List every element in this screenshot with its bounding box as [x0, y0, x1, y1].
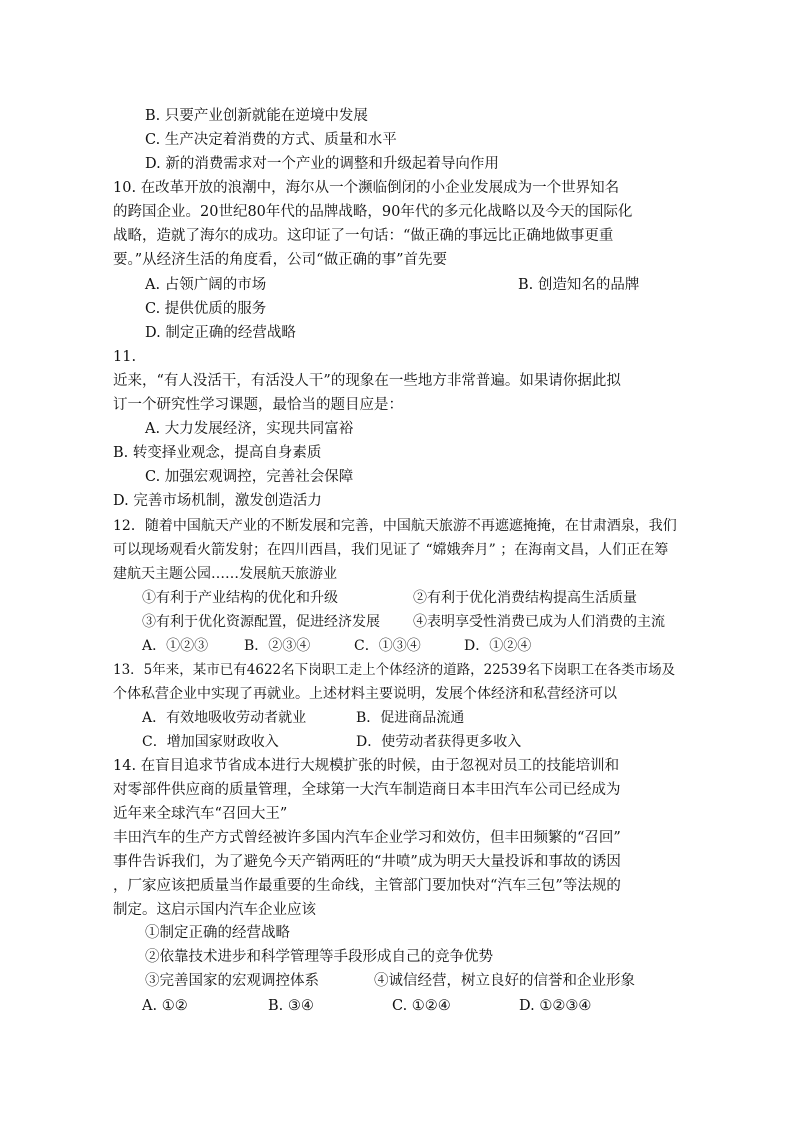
q13-option-d: D．使劳动者获得更多收入 — [356, 734, 522, 750]
q14-statement-1: ①制定正确的经营战略 — [145, 925, 290, 941]
q13-option-b: B．促进商品流通 — [356, 710, 465, 726]
q14-stem-line-4: 丰田汽车的生产方式曾经被许多国内汽车企业学习和效仿，但丰田频繁的“召回” — [113, 830, 621, 846]
q9-option-c: C. 生产决定着消费的方式、质量和水平 — [145, 132, 397, 148]
q11-stem-line-2: 订一个研究性学习课题，最恰当的题目应是： — [113, 397, 403, 413]
q14-statement-2: ②依靠技术进步和科学管理等手段形成自己的竞争优势 — [145, 949, 493, 965]
q12-option-d: D．①②④ — [464, 638, 532, 654]
q14-option-d: D. ①②③④ — [519, 998, 592, 1014]
q11-option-b: B. 转变择业观念，提高自身素质 — [113, 445, 322, 461]
q14-stem-line-3: 近年来全球汽车“召回大王” — [113, 806, 288, 822]
q12-statement-1: ①有利于产业结构的优化和升级 — [142, 590, 338, 606]
q12-stem-line-2: 可以现场观看火箭发射；在四川西昌，我们见证了 “嫦娥奔月” ；在海南文昌，人们正在筹 — [113, 542, 669, 558]
q10-option-a: A. 占领广阔的市场 — [145, 277, 267, 293]
q10-stem-line-3: 战略，造就了海尔的成功。这印证了一句话：“做正确的事远比正确地做事更重 — [113, 228, 614, 244]
q14-stem-line-6: ，厂家应该把质量当作最重要的生命线，主管部门要加快对“汽车三包”等法规的 — [113, 878, 621, 894]
q11-option-a: A. 大力发展经济，实现共同富裕 — [145, 421, 354, 437]
q11-stem-line-1: 近来，“有人没活干，有活没人干”的现象在一些地方非常普遍。如果请你据此拟 — [113, 373, 621, 389]
q10-option-b: B. 创造知名的品牌 — [518, 277, 640, 293]
q9-option-d: D. 新的消费需求对一个产业的调整和升级起着导向作用 — [145, 156, 499, 172]
q14-option-b: B. ③④ — [268, 998, 314, 1014]
q12-stem-line-3: 建航天主题公园……发展航天旅游业 — [113, 566, 337, 582]
q12-option-a: A．①②③ — [142, 638, 209, 654]
q12-statement-2: ②有利于优化消费结构提高生活质量 — [413, 590, 637, 606]
q13-stem-line-1: 13．5年来，某市已有4622名下岗职工走上个体经济的道路，22539名下岗职工在各类市场及 — [113, 662, 676, 678]
q14-stem-line-2: 对零部件供应商的质量管理，全球第一大汽车制造商日本丰田汽车公司已经成为 — [113, 782, 621, 798]
q10-stem-line-1: 10. 在改革开放的浪潮中，海尔从一个濒临倒闭的小企业发展成为一个世界知名 — [113, 180, 620, 196]
q12-statement-3: ③有利于优化资源配置，促进经济发展 — [142, 614, 380, 630]
q12-stem-line-1: 12．随着中国航天产业的不断发展和完善，中国航天旅游不再遮遮掩掩，在甘肃酒泉，我们 — [113, 518, 677, 534]
q10-stem-line-2: 的跨国企业。20世纪80年代的品牌战略，90年代的多元化战略以及今天的国际化 — [113, 204, 633, 220]
q12-option-b: B．②③④ — [244, 638, 311, 654]
q13-option-a: A．有效地吸收劳动者就业 — [142, 710, 307, 726]
q14-stem-line-1: 14. 在盲目追求节省成本进行大规模扩张的时候，由于忽视对员工的技能培训和 — [113, 758, 620, 774]
q14-stem-line-7: 制定。这启示国内汽车企业应该 — [113, 902, 316, 918]
q11-number: 11. — [113, 349, 137, 365]
q10-stem-line-4: 要。”从经济生活的角度看，公司“做正确的事”首先要 — [113, 252, 447, 268]
q11-option-d: D. 完善市场机制，激发创造活力 — [113, 493, 322, 509]
q14-statement-4: ④诚信经营，树立良好的信誉和企业形象 — [374, 973, 635, 989]
q14-statement-3: ③完善国家的宏观调控体系 — [145, 973, 319, 989]
q14-option-c: C. ①②④ — [392, 998, 451, 1014]
q10-option-c: C. 提供优质的服务 — [145, 301, 267, 317]
q14-stem-line-5: 事件告诉我们，为了避免今天产销两旺的“井喷”成为明天大量投诉和事故的诱因 — [113, 854, 621, 870]
q12-option-c: C．①③④ — [354, 638, 421, 654]
q11-option-c: C. 加强宏观调控，完善社会保障 — [145, 469, 354, 485]
q9-option-b: B. 只要产业创新就能在逆境中发展 — [145, 108, 368, 124]
q13-stem-line-2: 个体私营企业中实现了再就业。上述材料主要说明，发展个体经济和私营经济可以 — [113, 686, 617, 702]
q12-statement-4: ④表明享受性消费已成为人们消费的主流 — [413, 614, 665, 630]
q13-option-c: C．增加国家财政收入 — [142, 734, 279, 750]
q14-option-a: A. ①② — [142, 998, 188, 1014]
q10-option-d: D. 制定正确的经营战略 — [145, 325, 296, 341]
